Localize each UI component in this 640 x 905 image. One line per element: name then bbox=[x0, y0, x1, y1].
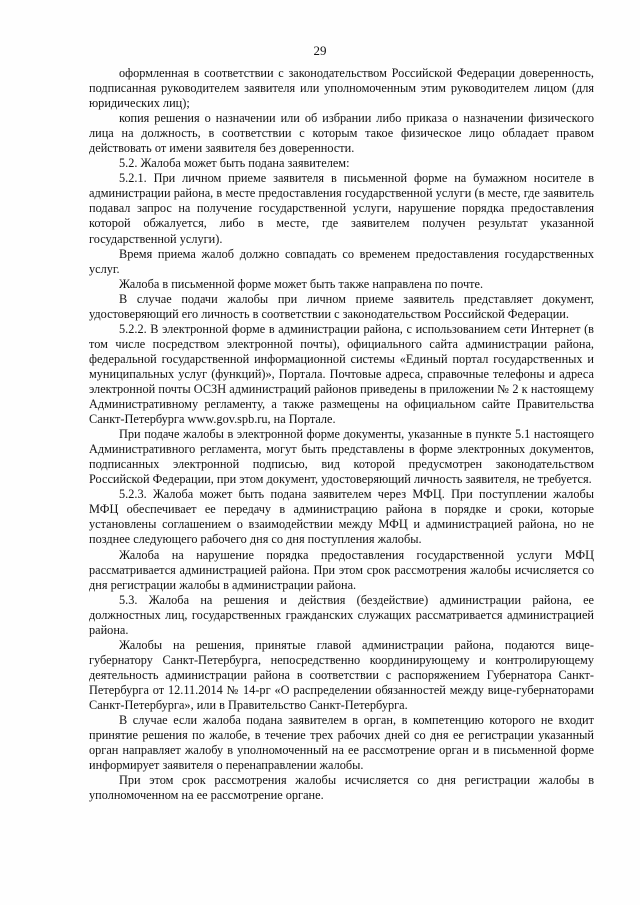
paragraph: Время приема жалоб должно совпадать со временем предоставления государственных услуг. bbox=[89, 246, 594, 276]
page-number: 29 bbox=[313, 43, 327, 58]
paragraph: копия решения о назначении или об избрании либо приказа о назначении физического лица на должность, в соответствии с которым такое физическое лицо обладает правом действовать от имени заявителя без доверенности. bbox=[89, 111, 594, 156]
paragraph: Жалобы на решения, принятые главой администрации района, подаются вице-губернатору Санкт-Петербурга, непосредственно координирующему и контролирующему деятельность администрации района в соответствии с распоряжением Губернатора Санкт-Петербурга от 12.11.2014 № 14-рг «О распределении обязанностей между вице-губернаторами Санкт-Петербурга», или в Правительство Санкт-Петербурга. bbox=[89, 637, 594, 712]
paragraph: Жалоба на нарушение порядка предоставления государственной услуги МФЦ рассматривается администрацией района. При этом срок рассмотрения жалобы исчисляется со дня регистрации жалобы в администрации района. bbox=[89, 547, 594, 592]
paragraph: 5.3. Жалоба на решения и действия (бездействие) администрации района, ее должностных лиц, государственных гражданских служащих рассматривается администрацией района. bbox=[89, 592, 594, 637]
paragraph: При этом срок рассмотрения жалобы исчисляется со дня регистрации жалобы в уполномоченном на ее рассмотрение органе. bbox=[89, 773, 594, 803]
paragraph: 5.2. Жалоба может быть подана заявителем: bbox=[119, 156, 350, 171]
paragraph: В случае если жалоба подана заявителем в орган, в компетенцию которого не входит принятие решения по жалобе, в течение трех рабочих дней со дня ее регистрации указанный орган направляет жалобу в уполномоченный на ее рассмотрение орган и в письменной форме информирует заявителя о перенаправлении жалобы. bbox=[89, 713, 594, 773]
paragraph: 5.2.3. Жалоба может быть подана заявителем через МФЦ. При поступлении жалобы МФЦ обеспечивает ее передачу в администрацию района в порядке и сроки, которые установлены соглашением о взаимодействии между МФЦ и администрацией района, но не позднее следующего рабочего дня со дня поступления жалобы. bbox=[89, 487, 594, 547]
paragraph: Жалоба в письменной форме может быть также направлена по почте. bbox=[119, 276, 484, 291]
document-body bbox=[89, 66, 594, 803]
paragraph: При подаче жалобы в электронной форме документы, указанные в пункте 5.1 настоящего Административного регламента, могут быть представлены в форме электронных документов, подписанных электронной подписью, вид которой предусмотрен законодательством Российской Федерации, при этом документ, удостоверяющий личность заявителя, не требуется. bbox=[89, 427, 594, 487]
paragraph: оформленная в соответствии с законодательством Российской Федерации доверенность, подписанная руководителем заявителя или уполномоченным этим руководителем лицом (для юридических лиц); bbox=[89, 66, 594, 111]
paragraph: 5.2.1. При личном приеме заявителя в письменной форме на бумажном носителе в администрации района, в месте предоставления государственной услуги (в месте, где заявитель подавал запрос на получение государственной услуги, нарушение порядка предоставления которой обжалуется, либо в месте, где заявителем получен результат указанной государственной услуги). bbox=[89, 171, 594, 246]
paragraph: В случае подачи жалобы при личном приеме заявитель представляет документ, удостоверяющий его личность в соответствии с законодательством Российской Федерации. bbox=[89, 291, 594, 321]
paragraph: 5.2.2. В электронной форме в администрации района, с использованием сети Интернет (в том числе посредством электронной почты), официального сайта администрации района, федеральной государственной информационной системы «Единый портал государственных и муниципальных услуг (функций)», Портала. Почтовые адреса, справочные телефоны и адреса электронной почты ОСЗН администраций районов приведены в приложении № 2 к настоящему Административному регламенту, а также размещены на официальном сайте Правительства Санкт-Петербурга www.gov.spb.ru, на Портале. bbox=[89, 321, 594, 427]
